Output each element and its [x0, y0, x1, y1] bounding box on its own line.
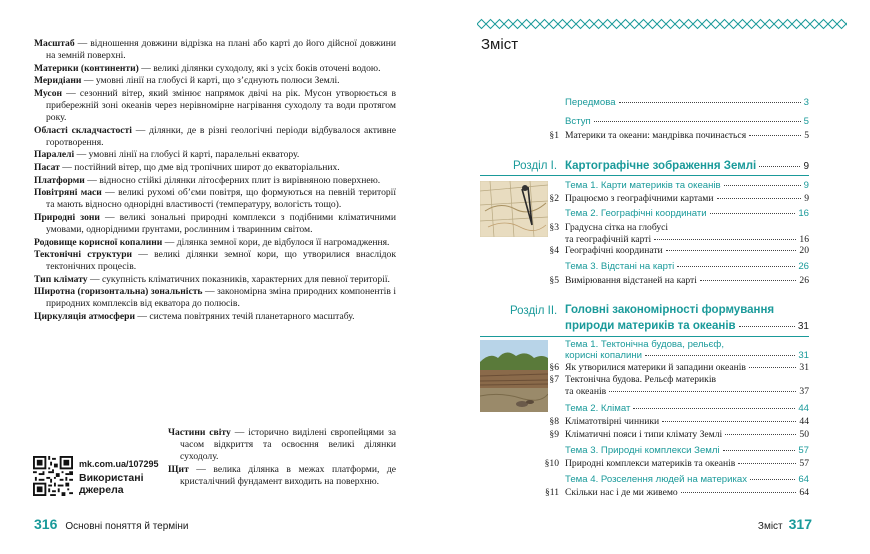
toc-entry[interactable]	[565, 416, 809, 428]
toc-paragraph-number: §11	[544, 487, 559, 498]
glossary-term: Частини світу	[168, 427, 231, 438]
toc-section-entry[interactable]	[565, 320, 809, 333]
toc-page-number: 31	[797, 321, 809, 332]
glossary-definition: — великі зональні природні комплекси з подібними кліматичними умовами, однорідними ґрунтами, рослинним і тваринним світом.	[46, 211, 397, 235]
glossary-term: Природні зони	[34, 211, 100, 223]
toc-paragraph-number: §5	[549, 275, 559, 286]
toc-entry-label: Тема 3. Природні комплекси Землі	[565, 445, 720, 456]
section-divider	[480, 175, 809, 176]
glossary-entry	[34, 38, 396, 62]
glossary-definition: — постійний вітер, що дме від тропічних широт до екваторіальних.	[59, 161, 340, 173]
toc-entry[interactable]	[565, 261, 809, 273]
toc-leader-dots	[717, 198, 802, 199]
section-label: Розділ II.	[510, 305, 558, 317]
toc-entry[interactable]	[565, 487, 809, 499]
toc-paragraph-number: §1	[549, 130, 559, 141]
toc-leader-dots	[700, 280, 797, 281]
toc-entry-label: Природні комплекси материків та океанів	[565, 458, 736, 469]
toc-entry[interactable]	[565, 208, 809, 220]
glossary-term: Пасат	[34, 161, 60, 173]
glossary-entry	[34, 175, 396, 187]
toc-entry-label: Як утворилися материки й западини океанів	[565, 362, 746, 373]
glossary-entry	[34, 75, 396, 87]
glossary-definition: — великі рухомі об’єми повітря, що формуються на певній території та мають відносно однорідні властивості (температуру, вологість тощо).	[46, 187, 396, 211]
glossary-entry	[34, 88, 396, 124]
resource-link[interactable]: mk.com.ua/107295	[79, 459, 159, 469]
toc-page-number: 5	[803, 116, 809, 127]
toc-entry[interactable]	[565, 374, 809, 386]
glossary-entry	[34, 63, 396, 75]
right-page	[435, 0, 870, 554]
page-number: 316	[34, 516, 58, 532]
toc-leader-dots	[750, 479, 795, 480]
toc-leader-dots	[723, 450, 796, 451]
toc-page-number: 31	[798, 350, 809, 361]
toc-page-number: 9	[804, 193, 809, 204]
toc-entry[interactable]	[565, 245, 809, 257]
section-divider	[480, 336, 809, 337]
toc-entry[interactable]	[565, 474, 809, 486]
section-title[interactable]: Головні закономірності формування	[565, 304, 775, 316]
toc-entry-label: та географічній карті	[565, 234, 652, 245]
toc-entry[interactable]	[565, 429, 809, 441]
footer	[758, 516, 812, 534]
glossary-entry	[34, 249, 396, 273]
glossary-term: Меридіани	[34, 75, 82, 87]
toc-leader-dots	[724, 185, 801, 186]
toc-entry-label: Тема 2. Географічні координати	[565, 208, 707, 219]
toc-entry[interactable]	[565, 222, 809, 234]
toc-leader-dots	[662, 421, 796, 422]
toc-page-number: 9	[803, 161, 809, 172]
toc-leader-dots	[609, 391, 796, 392]
toc-paragraph-number: §6	[549, 362, 559, 373]
toc-entry-label: Передмова	[565, 97, 616, 108]
toc-entry[interactable]	[565, 97, 809, 109]
toc-leader-dots	[710, 213, 796, 214]
glossary-entry	[168, 464, 396, 488]
toc-leader-dots	[749, 135, 801, 136]
glossary-term: Платформи	[34, 174, 85, 186]
glossary-term: Масштаб	[34, 38, 75, 49]
section-label: Розділ I.	[513, 160, 558, 172]
toc-entry-label: Тема 1. Тектонічна будова, рельєф,	[565, 339, 724, 350]
toc-page-number: 44	[798, 403, 809, 414]
toc-leader-dots	[633, 408, 795, 409]
toc-leader-dots	[666, 250, 797, 251]
toc-entry-label: Вступ	[565, 116, 591, 127]
toc-entry[interactable]	[565, 386, 809, 398]
running-title: Зміст	[757, 521, 783, 532]
toc-entry-label: Тема 2. Клімат	[565, 403, 631, 414]
section-title: Картографічне зображення Землі	[565, 160, 757, 172]
glossary-entry	[34, 149, 396, 161]
toc-entry[interactable]	[565, 458, 809, 470]
glossary-definition: — закономірна зміна природних компонентів і природних комплексів від екватора до полюсів.	[46, 286, 396, 310]
glossary-definition: — історично виділені європейцями за часом відкриття та освоєння великі ділянки суходолу.	[180, 427, 397, 463]
glossary-definition: — сукупність кліматичних показників, характерних для певної території.	[87, 273, 390, 285]
glossary-entry	[34, 187, 396, 211]
glossary-entry	[34, 274, 396, 286]
glossary-term: Тектонічні структури	[34, 249, 133, 261]
qr-code-icon[interactable]	[33, 456, 73, 496]
glossary-term: Мусон	[34, 87, 63, 99]
glossary-entry	[168, 427, 396, 463]
glossary-definition: — великі ділянки земної кори, що утворилися внаслідок тектонічних процесів.	[46, 249, 397, 273]
toc-entry[interactable]	[565, 403, 809, 415]
toc-page-number: 3	[803, 97, 809, 108]
glossary-term: Паралелі	[34, 149, 75, 161]
glossary-entry	[34, 162, 396, 174]
glossary-entry	[34, 237, 396, 249]
glossary-term: Родовище корисної копалини	[34, 236, 163, 248]
toc-paragraph-number: §10	[544, 458, 559, 469]
toc-entry-label: Працюємо з географічними картами	[565, 193, 714, 204]
toc-leader-dots	[645, 355, 795, 356]
toc-entry[interactable]	[565, 180, 809, 192]
glossary-term: Тип клімату	[34, 273, 88, 285]
toc-entry[interactable]	[565, 362, 809, 374]
footer	[34, 516, 188, 534]
toc-leader-dots	[677, 266, 795, 267]
toc-page-number: 50	[799, 429, 809, 440]
glossary-definition: — сезонний вітер, який змінює напрямок двічі на рік. Мусон утворюється в прибережній зоні океанів через нерівномірне нагрівання суходолу та води протягом року.	[46, 87, 396, 124]
glossary-entry	[34, 212, 396, 236]
toc-entry-label: Географічні координати	[565, 245, 663, 256]
toc-leader-dots	[654, 239, 796, 240]
toc-leader-dots	[739, 326, 795, 327]
toc-page-number: 9	[803, 180, 809, 191]
glossary-list-secondary	[168, 427, 396, 489]
toc-entry-label: Скільки нас і де ми живемо	[565, 487, 678, 498]
toc-entry-label: Градусна сітка на глобусі	[565, 222, 669, 233]
glossary-term: Області складчастості	[34, 124, 132, 136]
toc-entry-label: Тема 3. Відстані на карті	[565, 261, 675, 272]
glossary-term: Циркуляція атмосфери	[34, 311, 135, 323]
glossary-term: Широтна (горизонтальна) зональність	[34, 286, 203, 298]
decorative-border	[477, 18, 847, 30]
glossary-term: Щит	[168, 464, 189, 476]
toc-entry-label: та океанів	[565, 386, 607, 397]
glossary-definition: — умовні лінії на глобусі й карті, що з’єднують полюси Землі.	[81, 75, 340, 87]
toc-paragraph-number: §3	[549, 222, 559, 233]
glossary-definition: — ділянка земної кори, де відбулося її нагромадження.	[162, 236, 390, 248]
toc-page-number: 5	[804, 130, 809, 141]
toc-page-number: 16	[798, 208, 809, 219]
running-title: Основні поняття й терміни	[65, 521, 189, 532]
toc-leader-dots	[619, 102, 801, 103]
toc-page-number: 64	[798, 474, 809, 485]
toc-page-number: 57	[799, 458, 809, 469]
landscape-image	[480, 340, 548, 412]
map-compass-image	[480, 181, 548, 237]
toc-entry[interactable]	[565, 275, 809, 287]
toc-page-number: 57	[798, 445, 809, 456]
toc-page-number: 26	[799, 275, 809, 286]
toc-entry[interactable]	[565, 350, 809, 362]
glossary-definition: — відношення довжини відрізка на плані або карті до його дійсної довжини на земній поверхні.	[46, 38, 396, 62]
toc-entry-label: Тектонічна будова. Рельєф материків	[565, 374, 717, 385]
glossary-entry	[34, 125, 396, 149]
toc-page-number: 31	[799, 362, 809, 373]
toc-page-number: 26	[798, 261, 809, 272]
toc-leader-dots	[749, 367, 796, 368]
glossary-list	[34, 38, 396, 324]
glossary-definition: — відносно стійкі ділянки літосферних плит із вирівняною поверхнею.	[84, 174, 381, 186]
toc-paragraph-number: §9	[549, 429, 559, 440]
toc-paragraph-number: §7	[549, 374, 559, 385]
toc-leader-dots	[681, 492, 797, 493]
toc-leader-dots	[594, 121, 801, 122]
toc-entry[interactable]	[565, 193, 809, 205]
page-title: Зміст	[481, 36, 519, 53]
toc-page-number: 64	[799, 487, 809, 498]
toc-paragraph-number: §4	[549, 245, 559, 256]
glossary-definition: — ділянки, де в різні геологічні періоди відбувалося активне горотворення.	[46, 124, 396, 148]
toc-paragraph-number: §2	[549, 193, 559, 204]
toc-entry-label: Материки та океани: мандрівка починається	[565, 130, 747, 141]
glossary-definition: — великі ділянки суходолу, які з усіх боків оточені водою.	[138, 62, 381, 74]
resource-label: Використані джерела	[79, 472, 144, 496]
toc-page-number: 37	[799, 386, 809, 397]
toc-leader-dots	[725, 434, 796, 435]
toc-entry[interactable]	[565, 130, 809, 142]
toc-entry[interactable]	[565, 445, 809, 457]
toc-page-number: 44	[799, 416, 809, 427]
glossary-term: Материки (континенти)	[34, 62, 139, 74]
glossary-entry	[34, 311, 396, 323]
toc-entry-label: Тема 1. Карти материків та океанів	[565, 180, 721, 191]
toc-paragraph-number: §8	[549, 416, 559, 427]
toc-entry-label: Тема 4. Розселення людей на материках	[565, 474, 748, 485]
glossary-definition: — велика ділянка в межах платформи, де кристалічний фундамент виходить на поверхню.	[180, 464, 396, 488]
toc-entry-label: Кліматотвірні чинники	[565, 416, 660, 427]
toc-section-entry[interactable]	[565, 160, 809, 173]
glossary-definition: — умовні лінії на глобусі й карті, паралельні екватору.	[74, 149, 300, 161]
section-title: природи материків та океанів	[565, 320, 736, 332]
page-number: 317	[788, 516, 812, 532]
toc-leader-dots	[738, 463, 796, 464]
glossary-entry	[34, 286, 396, 310]
toc-entry[interactable]	[565, 116, 809, 128]
toc-page-number: 20	[799, 245, 809, 256]
toc-leader-dots	[759, 166, 800, 167]
toc-entry-label: Вимірювання відстаней на карті	[565, 275, 697, 286]
toc-page-number: 16	[799, 234, 809, 245]
glossary-term: Повітряні маси	[34, 187, 102, 199]
glossary-definition: — система повітряних течій планетарного масштабу.	[135, 311, 355, 323]
toc-entry-label: Кліматичні пояси і типи клімату Землі	[565, 429, 723, 440]
toc-entry-label: корисні копалини	[565, 350, 643, 361]
